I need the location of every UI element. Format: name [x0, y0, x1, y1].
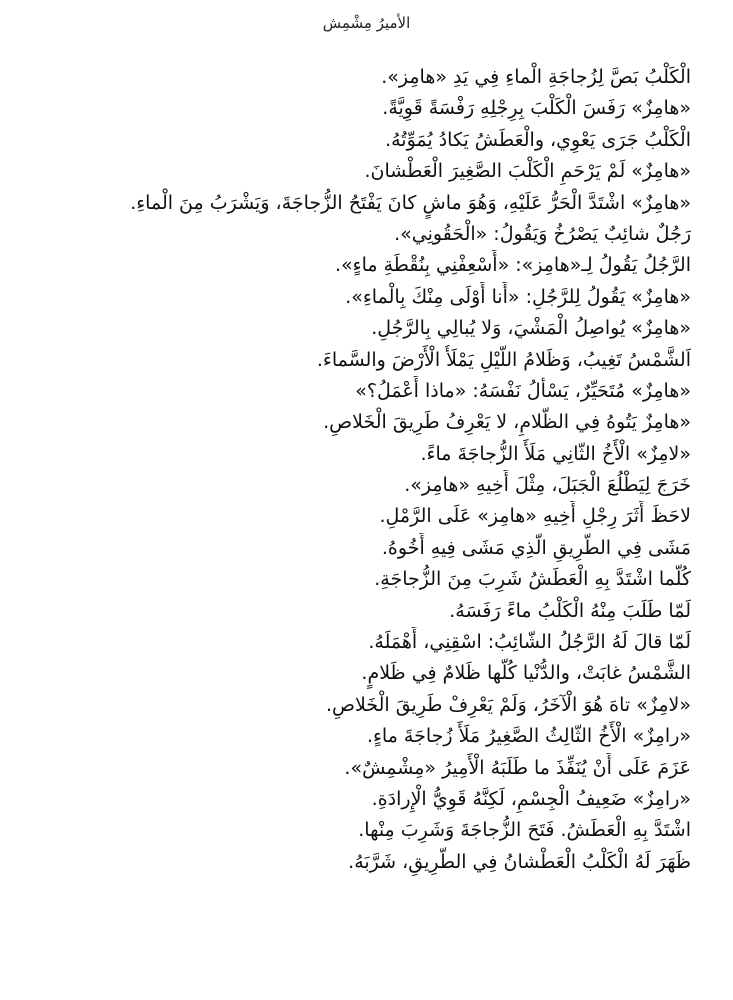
story-line: لَمّا قالَ لَهُ الرَّجُلُ الشّائِبُ: اسْقِنِي، أَهْمَلَهُ. — [368, 631, 691, 654]
story-line: خَرَجَ لِيَطْلُعَ الْجَبَلَ، مِثْلَ أَخِيهِ «هامِز». — [404, 474, 691, 497]
story-line: «هامِزٌ» يُواصِلُ الْمَشْيَ، وَلا يُبالِي بِالرَّجُلِ. — [371, 317, 691, 340]
story-line: «هامِزٌ يَتُوهُ فِي الظَّلامِ، لا يَعْرِفُ طَرِيقَ الْخَلاصِ. — [323, 411, 691, 434]
story-line: عَزَمَ عَلَى أَنْ يُنَفِّذَ ما طَلَبَهُ الْأَمِيرُ «مِشْمِشٌ». — [344, 756, 691, 779]
story-line: «لامِزٌ» تاهَ هُوَ الْآخَرُ، وَلَمْ يَعْرِفْ طَرِيقَ الْخَلاصِ. — [325, 693, 691, 716]
story-line: اشْتَدَّ بِهِ الْعَطَشُ. فَتَحَ الزُّجاجَةَ وَشَرِبَ مِنْها. — [358, 819, 691, 842]
story-line: الشَّمْسُ غابَتْ، والدُّنْيا كُلُّها ظَلامٌ فِي ظَلامٍ. — [361, 662, 691, 685]
story-lines — [31, 62, 691, 878]
story-line: «هامِزٌ» مُتَحَيِّرٌ، يَسْأَلُ نَفْسَهُ: «ماذا أَعْمَلُ؟» — [355, 379, 691, 402]
story-line: مَشَى فِي الطَّرِيقِ الَّذِي مَشَى فِيهِ أَخُوهُ. — [381, 536, 691, 559]
story-line: «رامِزٌ» الْأَخُ الثّالِثُ الصَّغِيرُ مَلَأَ زُجاجَةَ ماءٍ. — [366, 725, 691, 748]
page-title: الأميرُ مِشْمِش — [322, 14, 411, 32]
story-line: كُلَّما اشْتَدَّ بِهِ الْعَطَشُ شَرِبَ مِنَ الزُّجاجَةِ. — [374, 568, 691, 591]
story-line: «لامِزٌ» الْأَخُ الثّانِي مَلَأَ الزُّجاجَةَ ماءً. — [420, 442, 691, 465]
story-line: «هامِزٌ» رَفَسَ الْكَلْبَ بِرِجْلِهِ رَفْسَةً قَوِيَّةً. — [382, 97, 691, 120]
story-line: «رامِزٌ» ضَعِيفُ الْجِسْمِ، لَكِنَّهُ قَوِيُّ الْإِرادَةِ. — [371, 787, 691, 810]
story-line: الرَّجُلُ يَقُولُ لِـ«هامِز»: «أَسْعِفْنِي بِنُقْطَةِ ماءٍ». — [334, 254, 691, 277]
story-line: لَمّا طَلَبَ مِنْهُ الْكَلْبُ ماءً رَفَسَهُ. — [449, 599, 691, 622]
story-line: الْكَلْبُ بَصَّ لِزُجاجَةِ الْماءِ فِي يَدِ «هامِز». — [381, 66, 691, 88]
story-line: الْكَلْبُ جَرَى يَعْوِي، والْعَطَشُ يَكادُ يُمَوِّتُهُ. — [385, 128, 691, 151]
story-line: «هامِزٌ» لَمْ يَرْحَمِ الْكَلْبَ الصَّغِيرَ الْعَطْشانَ. — [364, 160, 691, 183]
story-line: ظَهَرَ لَهُ الْكَلْبُ الْعَطْشانُ فِي الطَّرِيقِ، شَرَّبَهُ. — [348, 850, 691, 873]
story-line: رَجُلٌ شائِبٌ يَصْرُخُ وَيَقُولُ: «الْحَقُونِي». — [394, 222, 691, 245]
story-line: «هامِزٌ» اشْتَدَّ الْحَرُّ عَلَيْهِ، وَهُوَ ماشٍ كانَ يَفْتَحُ الزُّجاجَةَ، وَيَشْرَبُ مِنَ الْماءِ. — [130, 191, 691, 214]
story-line: اَلشَّمْسُ تَغِيبُ، وَظَلامُ اللَّيْلِ يَمْلَأُ الْأَرْضَ والسَّماءَ. — [316, 348, 691, 371]
story-line: «هامِزٌ» يَقُولُ لِلرَّجُلِ: «أَنا أَوْلَى مِنْكَ بِالْماءِ». — [345, 285, 691, 308]
story-line: لاحَظَ أَثَرَ رِجْلِ أَخِيهِ «هامِز» عَلَى الرَّمْلِ. — [379, 505, 691, 528]
